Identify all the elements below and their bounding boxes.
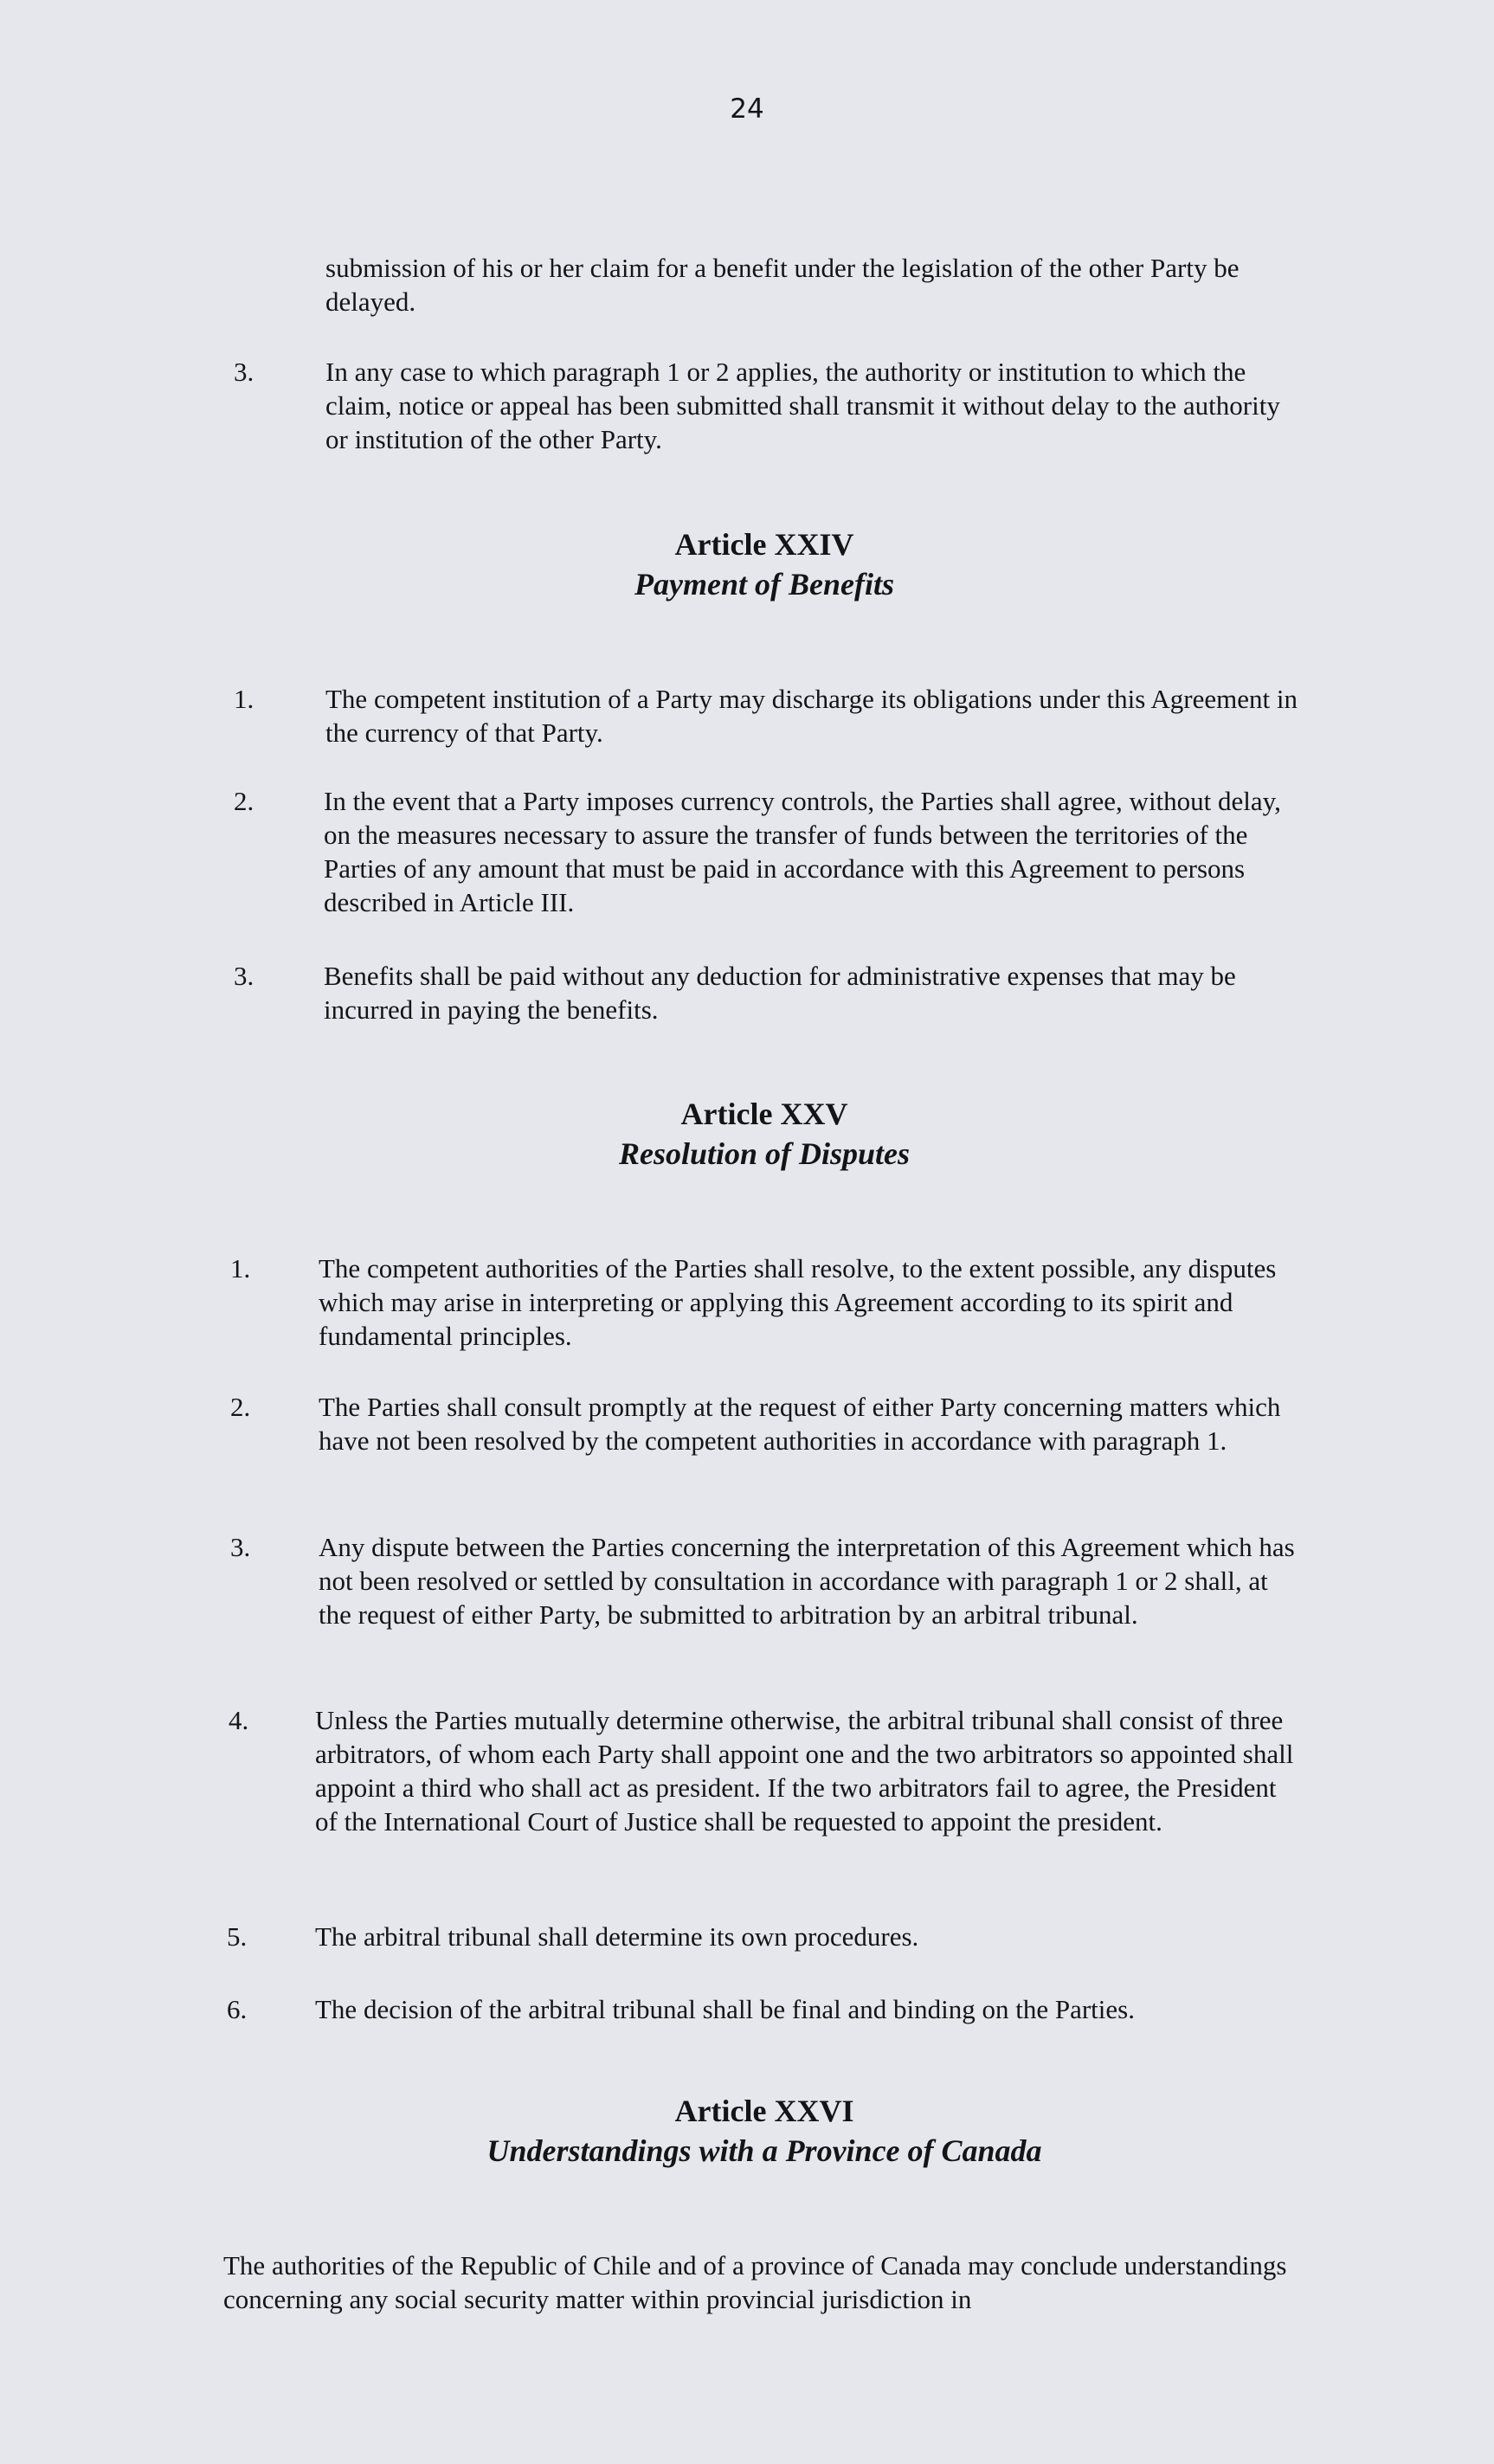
paragraph-text: The decision of the arbitral tribunal shall be final and binding on the Parties. <box>315 1994 1135 2024</box>
paragraph-number: 5. <box>227 1921 248 1952</box>
paragraph-number: 3. <box>234 357 254 387</box>
article24-heading <box>0 524 1494 604</box>
article-title: Article XXV <box>680 1097 848 1131</box>
paragraph-text: The Parties shall consult promptly at the request of either Party concerning matters which have not been resolved by the competent authorities in accordance with paragraph 1. <box>319 1392 1281 1456</box>
paragraph-text: In the event that a Party imposes currency controls, the Parties shall agree, without delay, on the measures necessary to assure the transfer of funds between the territories of the Parties of any amount that must be paid in accordance with this Agreement to persons described in Article III. <box>324 786 1281 917</box>
paragraph-number: 2. <box>234 786 254 816</box>
article26-heading <box>0 2091 1494 2171</box>
paragraph-text: The arbitral tribunal shall determine its own procedures. <box>315 1921 919 1952</box>
article-subtitle: Understandings with a Province of Canada <box>486 2133 1042 2168</box>
paragraph-text: In any case to which paragraph 1 or 2 applies, the authority or institution to which the claim, notice or appeal has been submitted shall transmit it without delay to the authority or institution of the other Party. <box>325 357 1280 454</box>
paragraph-text: Unless the Parties mutually determine otherwise, the arbitral tribunal shall consist of three arbitrators, of whom each Party shall appoint one and the two arbitrators so appointed shall appoint a third who shall act as president. If the two arbitrators fail to agree, the President of the International Court of Justice shall be requested to appoint the president. <box>315 1705 1294 1837</box>
paragraph-number: 3. <box>230 1532 251 1562</box>
article-title: Article XXIV <box>674 527 854 562</box>
article-subtitle: Payment of Benefits <box>634 567 894 602</box>
paragraph-text: Benefits shall be paid without any deduction for administrative expenses that may be incurred in paying the benefits. <box>324 961 1236 1025</box>
paragraph-number: 1. <box>234 684 254 714</box>
paragraph-number: 2. <box>230 1392 251 1422</box>
article-title: Article XXVI <box>674 2094 854 2128</box>
paragraph-number: 4. <box>229 1705 249 1735</box>
continued-paragraph: submission of his or her claim for a benefit under the legislation of the other Party be delayed. <box>325 253 1240 317</box>
paragraph-number: 6. <box>227 1994 248 2024</box>
article26-text: The authorities of the Republic of Chile and of a province of Canada may conclude understandings concerning any social security matter within provincial jurisdiction in <box>223 2250 1287 2314</box>
paragraph-text: Any dispute between the Parties concerning the interpretation of this Agreement which has not been resolved or settled by consultation in accordance with paragraph 1 or 2 shall, at the request of either Party, be submitted to arbitration by an arbitral tribunal. <box>319 1532 1295 1630</box>
article-subtitle: Resolution of Disputes <box>618 1136 911 1171</box>
paragraph-text: The competent authorities of the Parties shall resolve, to the extent possible, any disputes which may arise in interpreting or applying this Agreement according to its spirit and fundamental principles. <box>319 1253 1277 1351</box>
paragraph-number: 1. <box>230 1253 251 1283</box>
paragraph-number: 3. <box>234 961 254 991</box>
article25-heading <box>0 1094 1494 1174</box>
page-number: 24 <box>730 93 764 125</box>
paragraph-text: The competent institution of a Party may discharge its obligations under this Agreement in the currency of that Party. <box>325 684 1298 748</box>
